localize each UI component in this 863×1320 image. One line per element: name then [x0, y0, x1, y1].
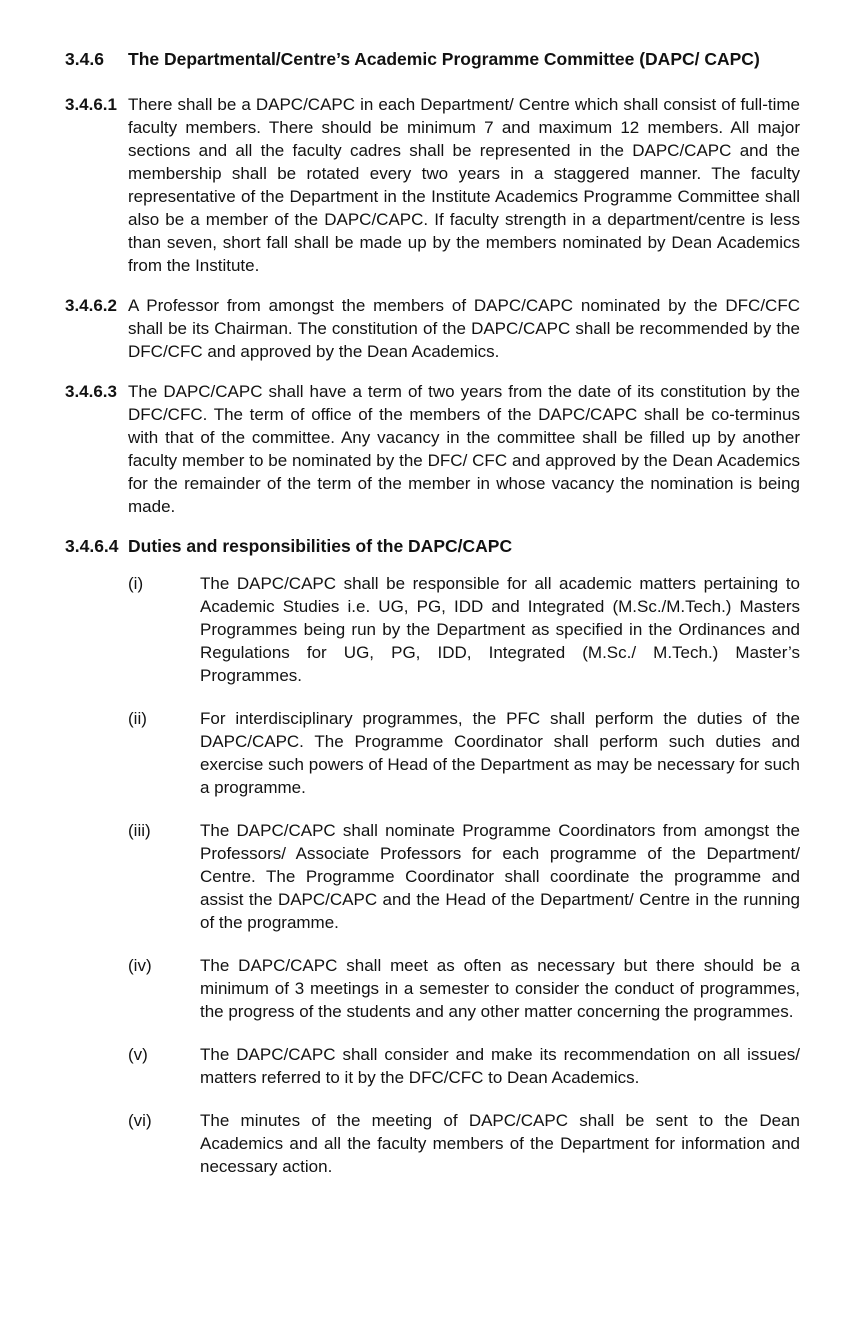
duty-marker: (i) — [128, 574, 144, 593]
duty-text: For interdisciplinary programmes, the PFC shall perform the duties of the DAPC/CAPC. The Programme Coordinator shall perform such duties and exercise such powers of Head of the Department as may be necessary for such a programme. — [200, 709, 800, 797]
clause-number: 3.4.6.2 — [65, 296, 117, 315]
duty-text: The DAPC/CAPC shall be responsible for all academic matters pertaining to Academic Studies i.e. UG, PG, IDD and Integrated (M.Sc./M.Tech.) Masters Programmes being run by the Department as specified in the Ordinances and Regulations for UG, PG, IDD, Integrated (M.Sc./ M.Tech.) Master’s Programmes. — [200, 574, 800, 685]
clause-3-4-6-3 — [65, 380, 800, 518]
duty-item-iii — [128, 819, 800, 934]
section-title: The Departmental/Centre’s Academic Programme Committee (DAPC/ CAPC) — [128, 49, 760, 69]
duty-marker: (iii) — [128, 821, 151, 840]
section-number: 3.4.6 — [65, 49, 104, 69]
duty-marker: (ii) — [128, 709, 147, 728]
duty-item-iv — [128, 954, 800, 1023]
clause-number: 3.4.6.1 — [65, 95, 117, 114]
duty-text: The DAPC/CAPC shall consider and make its recommendation on all issues/ matters referred to it by the DFC/CFC to Dean Academics. — [200, 1045, 800, 1087]
clause-number: 3.4.6.3 — [65, 382, 117, 401]
duty-item-i — [128, 572, 800, 687]
duty-marker: (v) — [128, 1045, 148, 1064]
duty-item-vi — [128, 1109, 800, 1178]
subsection-title: Duties and responsibilities of the DAPC/CAPC — [128, 536, 513, 556]
clause-3-4-6-2 — [65, 294, 800, 363]
duty-text: The DAPC/CAPC shall nominate Programme Coordinators from amongst the Professors/ Associate Professors for each programme of the Department/ Centre. The Programme Coordinator shall coordinate the programme and assist the DAPC/CAPC and the Head of the Department/ Centre in the running of the programme. — [200, 821, 800, 932]
duty-text: The minutes of the meeting of DAPC/CAPC shall be sent to the Dean Academics and all the faculty members of the Department for information and necessary action. — [200, 1111, 800, 1176]
clause-text: There shall be a DAPC/CAPC in each Department/ Centre which shall consist of full-time faculty members. There should be minimum 7 and maximum 12 members. All major sections and all the faculty cadres shall be represented in the DAPC/CAPC and the membership shall be rotated every two years in a staggered manner. The faculty representative of the Department in the Institute Academics Programme Committee shall also be a member of the DAPC/CAPC. If faculty strength in a department/centre is less than seven, short fall shall be made up by the members nominated by Dean Academics from the Institute. — [128, 95, 800, 275]
duty-marker: (iv) — [128, 956, 152, 975]
clause-text: The DAPC/CAPC shall have a term of two years from the date of its constitution by the DFC/CFC. The term of office of the members of the DAPC/CAPC shall be co-terminus with that of the committee. Any vacancy in the committee shall be filled up by another faculty member to be nominated by the DFC/ CFC and approved by the Dean Academics for the remainder of the term of the member in whose vacancy the nomination is being made. — [128, 382, 800, 516]
duty-item-v — [128, 1043, 800, 1089]
duty-item-ii — [128, 707, 800, 799]
section-heading — [65, 48, 800, 71]
clause-3-4-6-1 — [65, 93, 800, 277]
duty-text: The DAPC/CAPC shall meet as often as necessary but there should be a minimum of 3 meetings in a semester to consider the conduct of programmes, the progress of the students and any other matter concerning the programmes. — [200, 956, 800, 1021]
duty-marker: (vi) — [128, 1111, 152, 1130]
subsection-number: 3.4.6.4 — [65, 536, 119, 556]
clause-text: A Professor from amongst the members of DAPC/CAPC nominated by the DFC/CFC shall be its Chairman. The constitution of the DAPC/CAPC shall be recommended by the DFC/CFC and approved by the Dean Academics. — [128, 296, 800, 361]
subsection-heading-3-4-6-4 — [65, 535, 800, 558]
